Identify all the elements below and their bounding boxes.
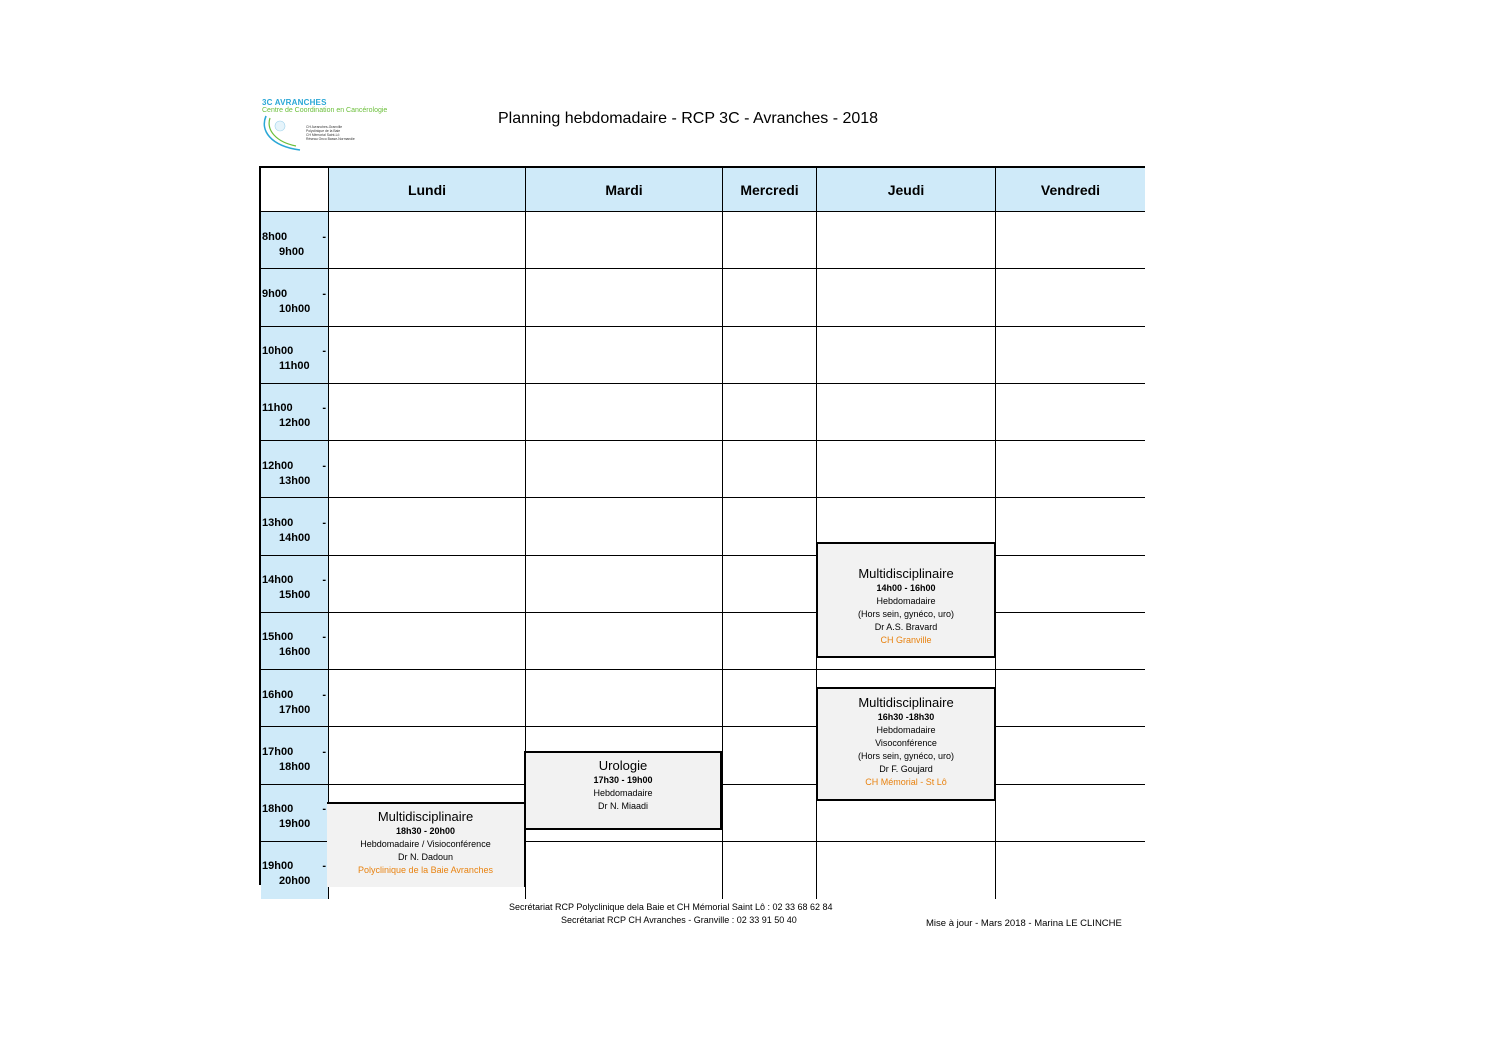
event-line: Dr F. Goujard: [879, 764, 933, 774]
footer-secretariat-1: Secrétariat RCP Polyclinique dela Baie et CH Mémorial Saint Lô : 02 33 68 62 84: [509, 902, 833, 912]
day-header-mercredi: Mercredi: [723, 168, 817, 212]
time-end: 13h00: [279, 474, 311, 487]
time-end: 16h00: [279, 646, 311, 659]
schedule-cell-mardi[interactable]: [526, 670, 723, 727]
schedule-cell-vendredi[interactable]: [996, 613, 1145, 670]
time-start: 10h00: [262, 345, 294, 358]
event-line: (Hors sein, gynéco, uro): [857, 609, 955, 619]
logo-swoosh-icon: [260, 112, 306, 152]
day-header-jeudi: Jeudi: [817, 168, 996, 212]
day-header-mardi: Mardi: [526, 168, 723, 212]
event-line: Hebdomadaire: [593, 788, 653, 798]
time-separator: -: [322, 230, 326, 243]
schedule-cell-mercredi[interactable]: [723, 441, 817, 498]
logo: [260, 98, 390, 152]
schedule-cell-vendredi[interactable]: [996, 556, 1145, 613]
schedule-cell-vendredi[interactable]: [996, 670, 1145, 727]
time-slot: [261, 441, 329, 498]
time-separator: -: [322, 516, 326, 529]
logo-small-line: Polyclinique de la Baie: [306, 129, 341, 133]
time-slot: [261, 212, 329, 269]
time-slot: [261, 785, 329, 842]
logo-small-line: CH Avranches-Granville: [306, 125, 343, 129]
logo-small-line: CH Mémorial Saint-Lô: [306, 133, 340, 137]
schedule-cell-mardi[interactable]: [526, 384, 723, 441]
time-slot: [261, 384, 329, 441]
time-end: 20h00: [279, 875, 311, 888]
schedule-cell-mardi[interactable]: [526, 498, 723, 555]
event-line: Dr A.S. Bravard: [874, 622, 938, 632]
time-separator: -: [322, 631, 326, 644]
time-slot: [261, 670, 329, 727]
footer-update: Mise à jour - Mars 2018 - Marina LE CLINCHE: [926, 918, 1122, 929]
schedule-cell-mercredi[interactable]: [723, 613, 817, 670]
schedule-cell-mercredi[interactable]: [723, 498, 817, 555]
schedule-cell-lundi[interactable]: [329, 327, 526, 384]
time-start: 14h00: [262, 574, 294, 587]
event-line: Dr N. Dadoun: [397, 852, 454, 862]
event-hours: 17h30 - 19h00: [593, 775, 653, 785]
schedule-cell-jeudi[interactable]: [817, 327, 996, 384]
time-start: 17h00: [262, 745, 294, 758]
time-separator: -: [322, 860, 326, 873]
time-separator: -: [322, 459, 326, 472]
grid-corner: [261, 168, 329, 212]
time-separator: -: [322, 287, 326, 300]
time-slot: [261, 269, 329, 326]
day-header-vendredi: Vendredi: [996, 168, 1145, 212]
schedule-cell-vendredi[interactable]: [996, 498, 1145, 555]
time-slot: [261, 727, 329, 784]
schedule-cell-lundi[interactable]: [329, 556, 526, 613]
time-slot: [261, 498, 329, 555]
schedule-cell-lundi[interactable]: [329, 441, 526, 498]
schedule-cell-lundi[interactable]: [329, 670, 526, 727]
time-separator: -: [322, 688, 326, 701]
event-place: CH Granville: [880, 635, 932, 645]
time-end: 15h00: [279, 589, 311, 602]
event-hours: 18h30 - 20h00: [395, 826, 456, 836]
time-end: 19h00: [279, 818, 311, 831]
schedule-cell-mardi[interactable]: [526, 269, 723, 326]
time-start: 9h00: [262, 287, 288, 300]
logo-subtitle: Centre de Coordination en Cancérologie: [262, 107, 388, 114]
time-start: 8h00: [262, 230, 288, 243]
schedule-cell-mercredi[interactable]: [723, 269, 817, 326]
schedule-cell-vendredi[interactable]: [996, 327, 1145, 384]
time-start: 12h00: [262, 459, 294, 472]
event-place: Polyclinique de la Baie Avranches: [358, 865, 493, 875]
event-jeudi-multidisciplinaire-1[interactable]: [816, 542, 996, 658]
event-line: Hebdomadaire / Visioconférence: [360, 839, 491, 849]
schedule-cell-mardi[interactable]: [526, 842, 723, 899]
schedule-cell-mardi[interactable]: [526, 556, 723, 613]
schedule-cell-mercredi[interactable]: [723, 670, 817, 727]
event-lundi-multidisciplinaire[interactable]: [327, 802, 526, 887]
schedule-cell-vendredi[interactable]: [996, 212, 1145, 269]
schedule-cell-lundi[interactable]: [329, 498, 526, 555]
time-slot: [261, 613, 329, 670]
schedule-cell-jeudi[interactable]: [817, 384, 996, 441]
event-line: Dr N. Miaadi: [597, 801, 648, 811]
schedule-cell-jeudi[interactable]: [817, 842, 996, 899]
time-slot: [261, 842, 329, 899]
schedule-cell-mardi[interactable]: [526, 613, 723, 670]
event-name: Multidisciplinaire: [377, 809, 474, 824]
schedule-cell-mercredi[interactable]: [723, 384, 817, 441]
event-jeudi-multidisciplinaire-2[interactable]: [816, 687, 996, 801]
event-line: Hebdomadaire: [876, 596, 936, 606]
schedule-cell-mardi[interactable]: [526, 212, 723, 269]
time-start: 15h00: [262, 631, 294, 644]
time-start: 13h00: [262, 516, 294, 529]
schedule-cell-vendredi[interactable]: [996, 441, 1145, 498]
schedule-cell-lundi[interactable]: [329, 727, 526, 784]
time-separator: -: [322, 574, 326, 587]
event-name: Multidisciplinaire: [858, 566, 954, 581]
schedule-grid: [259, 166, 1145, 888]
time-end: 12h00: [279, 417, 311, 430]
logo-small-line: Réseau Onco Basse-Normandie: [306, 137, 355, 141]
schedule-cell-vendredi[interactable]: [996, 269, 1145, 326]
schedule-cell-mardi[interactable]: [526, 327, 723, 384]
schedule-cell-vendredi[interactable]: [996, 384, 1145, 441]
time-end: 11h00: [279, 360, 310, 373]
footer-secretariat-2: Secrétariat RCP CH Avranches - Granville : 02 33 91 50 40: [561, 915, 797, 925]
logo-title: 3C AVRANCHES: [262, 98, 327, 107]
schedule-cell-lundi[interactable]: [329, 613, 526, 670]
time-slot: [261, 327, 329, 384]
time-start: 18h00: [262, 803, 294, 816]
schedule-cell-mercredi[interactable]: [723, 727, 817, 784]
time-separator: -: [322, 345, 326, 358]
schedule-cell-mercredi[interactable]: [723, 327, 817, 384]
time-start: 16h00: [262, 688, 294, 701]
schedule-cell-jeudi[interactable]: [817, 212, 996, 269]
event-hours: 16h30 -18h30: [877, 712, 935, 722]
time-separator: -: [322, 745, 326, 758]
time-separator: -: [322, 803, 326, 816]
event-name: Multidisciplinaire: [858, 695, 954, 710]
schedule-cell-lundi[interactable]: [329, 384, 526, 441]
time-end: 10h00: [279, 302, 311, 315]
schedule-cell-mardi[interactable]: [526, 441, 723, 498]
time-end: 9h00: [279, 245, 305, 258]
time-slot: [261, 556, 329, 613]
page-title: Planning hebdomadaire - RCP 3C - Avranches - 2018: [498, 110, 879, 127]
event-place: CH Mémorial - St Lô: [865, 777, 947, 787]
time-end: 14h00: [279, 531, 311, 544]
day-header-lundi: Lundi: [329, 168, 526, 212]
schedule-cell-jeudi[interactable]: [817, 441, 996, 498]
event-line: Visoconférence: [875, 738, 937, 748]
event-mardi-urologie[interactable]: [524, 751, 722, 830]
event-hours: 14h00 - 16h00: [876, 583, 936, 593]
schedule-cell-lundi[interactable]: [329, 269, 526, 326]
time-start: 19h00: [262, 860, 294, 873]
time-end: 17h00: [279, 703, 311, 716]
schedule-cell-vendredi[interactable]: [996, 727, 1145, 784]
schedule-cell-vendredi[interactable]: [996, 842, 1145, 899]
schedule-cell-mercredi[interactable]: [723, 842, 817, 899]
schedule-cell-mercredi[interactable]: [723, 785, 817, 842]
event-line: Hebdomadaire: [876, 725, 936, 735]
schedule-cell-mercredi[interactable]: [723, 212, 817, 269]
event-line: (Hors sein, gynéco, uro): [857, 751, 955, 761]
event-name: Urologie: [598, 758, 648, 773]
time-separator: -: [322, 402, 326, 415]
schedule-cell-jeudi[interactable]: [817, 269, 996, 326]
time-end: 18h00: [279, 760, 311, 773]
schedule-cell-vendredi[interactable]: [996, 785, 1145, 842]
time-start: 11h00: [262, 402, 293, 415]
schedule-cell-mercredi[interactable]: [723, 556, 817, 613]
schedule-cell-lundi[interactable]: [329, 212, 526, 269]
